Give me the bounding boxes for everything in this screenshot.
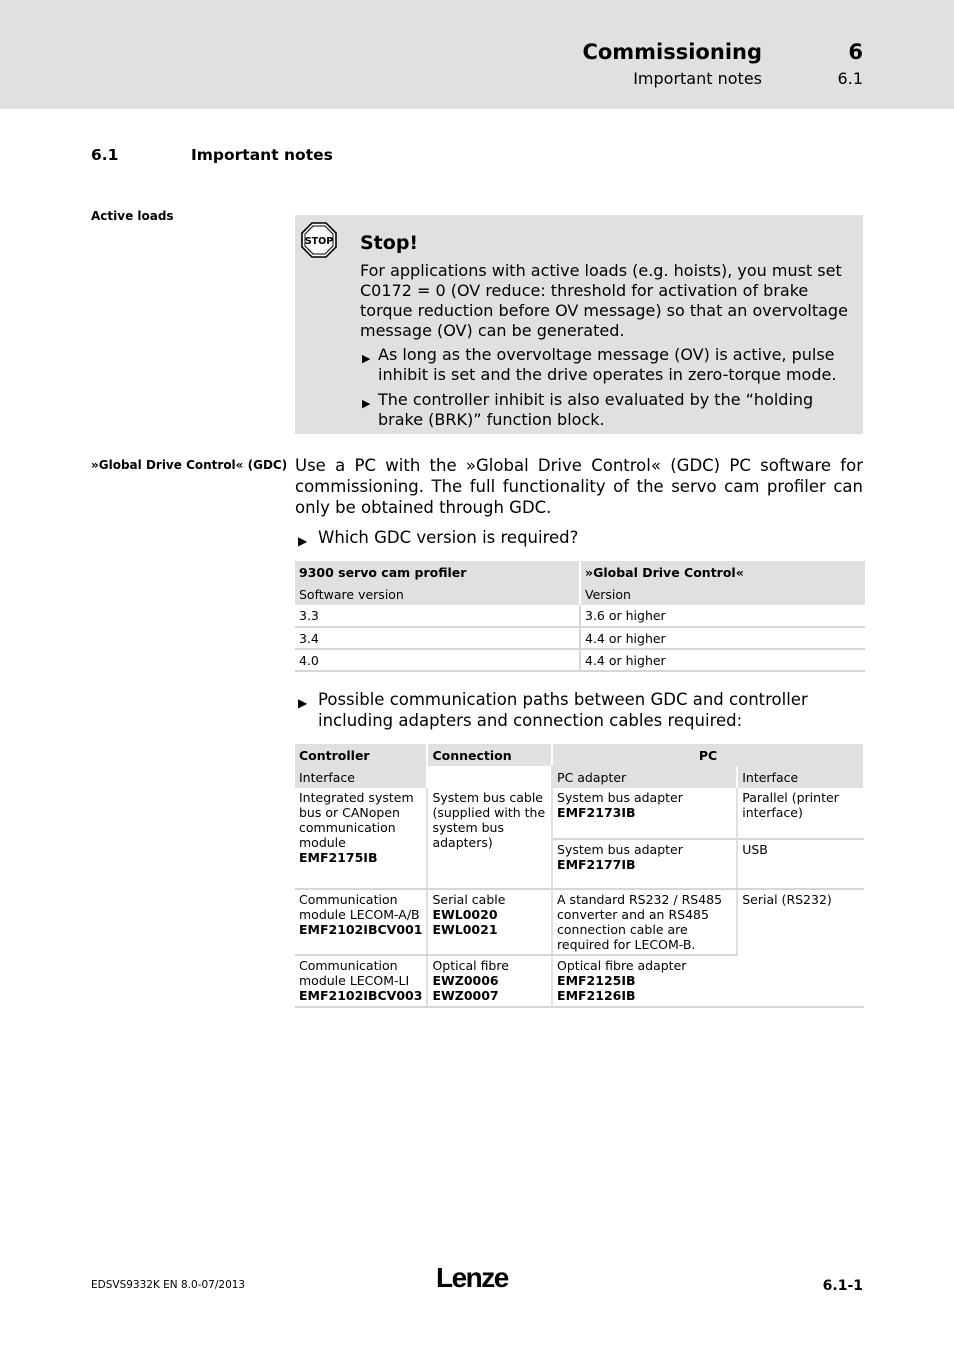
table-row: Communication module LECOM-LI EMF2102IBCV003 Optical fibre EWZ0006 EWZ0007 Optical fibre adapter EMF2125IB EMF2126IB — [295, 955, 864, 1007]
table-header: 9300 servo cam profiler — [295, 561, 580, 583]
stop-sign-icon — [301, 222, 337, 258]
stop-sign-text: STOP — [304, 236, 334, 247]
table-header: Connection — [427, 744, 552, 766]
table-row: Integrated system bus or CANopen communication module EMF2175IB System bus cable (supplied with the system bus adapters) System bus adapter EMF2173IB Parallel (printer interface) — [295, 788, 864, 839]
table-row: System bus adapter EMF2177IB USB — [295, 839, 864, 889]
page-number: 6.1-1 — [822, 1278, 863, 1294]
stop-heading: Stop! — [360, 232, 419, 254]
document-id: EDSVS9332K EN 8.0-07/2013 — [91, 1279, 246, 1291]
table-subheader: Version — [585, 587, 631, 602]
section-number: 6.1 — [91, 146, 119, 164]
lenze-logo: Lenze — [436, 1262, 508, 1293]
comm-paths-question: ▶ Possible communication paths between GDC and controller including adapters and connection cables required: — [298, 690, 808, 730]
stop-bullet: ▶ The controller inhibit is also evaluated by the “holding brake (BRK)” function block. — [362, 390, 814, 429]
bullet-triangle-icon: ▶ — [298, 696, 308, 710]
chapter-number: 6 — [848, 40, 863, 64]
active-loads-label: Active loads — [91, 209, 174, 223]
table-header: PC — [552, 744, 864, 766]
communication-table — [295, 744, 865, 1008]
gdc-label: »Global Drive Control« (GDC) — [91, 458, 288, 472]
header-band — [0, 0, 954, 109]
stop-bullet: ▶ As long as the overvoltage message (OV) is active, pulse inhibit is set and the drive operates in zero-torque mode. — [362, 345, 837, 384]
table-subheader: Interface — [737, 766, 864, 788]
stop-warning-box — [295, 215, 863, 434]
table-row: Communication module LECOM-A/B EMF2102IBCV001 Serial cable EWL0020 EWL0021 A standard RS232 / RS485 converter and an RS485 connection cable are required for LECOM-B. Serial (RS232) — [295, 889, 864, 955]
gdc-paragraph: Use a PC with the »Global Drive Control« (GDC) PC software for commissioning. The full functionality of the servo cam profiler can only be obtained through GDC. — [295, 456, 863, 517]
gdc-version-question: ▶ Which GDC version is required? — [298, 527, 863, 548]
bullet-triangle-icon: ▶ — [362, 352, 371, 365]
chapter-title: Commissioning — [582, 40, 762, 64]
version-table — [295, 561, 865, 672]
table-row: 3.3 3.6 or higher — [295, 605, 865, 627]
section-subnumber: 6.1 — [837, 69, 863, 88]
table-subheader: Software version — [295, 583, 580, 605]
stop-text: For applications with active loads (e.g. hoists), you must set C0172 = 0 (OV reduce: threshold for activation of brake torque reduction before OV message) so that an overvoltage message (OV) can be generated. — [360, 261, 848, 340]
table-subheader: Interface — [295, 766, 427, 788]
table-row: 3.4 4.4 or higher — [295, 627, 865, 649]
bullet-triangle-icon: ▶ — [362, 397, 371, 410]
section-title: Important notes — [191, 146, 333, 164]
table-row: 4.0 4.4 or higher — [295, 649, 865, 671]
bullet-triangle-icon: ▶ — [298, 534, 308, 548]
section-subtitle: Important notes — [633, 69, 762, 88]
table-header: Controller — [295, 744, 427, 766]
table-subheader: PC adapter — [552, 766, 737, 788]
table-header: »Global Drive Control« — [585, 565, 744, 580]
